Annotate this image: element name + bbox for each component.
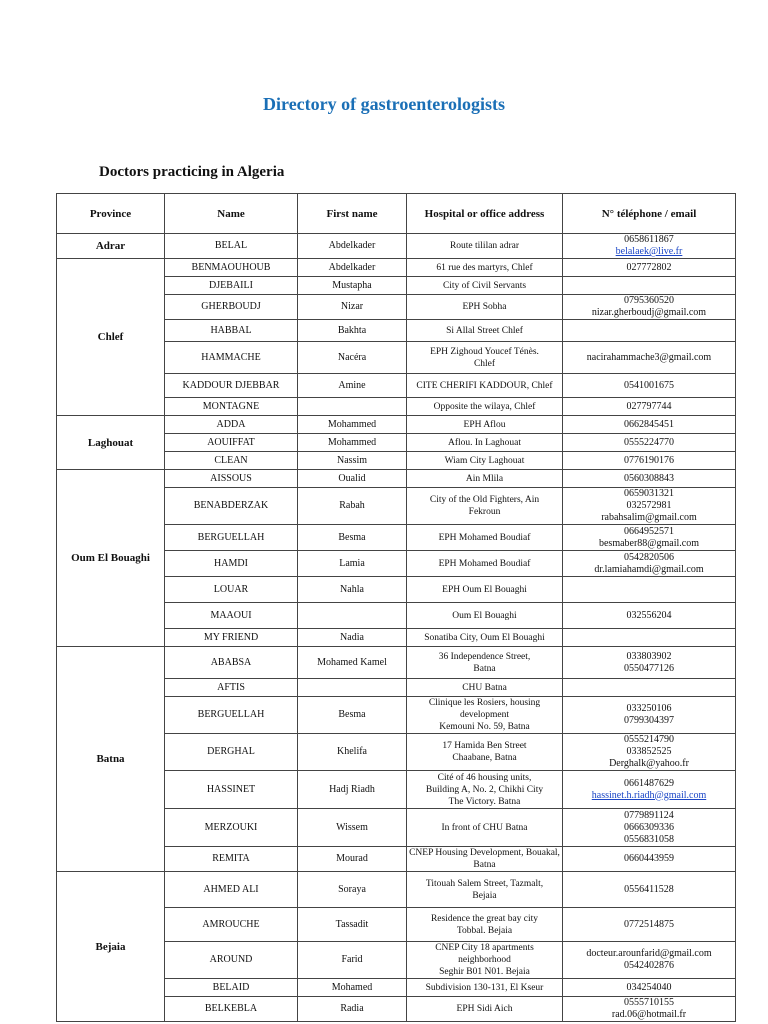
first-name-cell: Mohamed (298, 979, 407, 997)
address-line: Oum El Bouaghi (452, 610, 517, 621)
contact-line: 033852525 (626, 746, 672, 757)
name-cell: BELAID (165, 979, 298, 997)
name-cell: REMITA (165, 847, 298, 872)
address-line: Tobbal. Bejaia (456, 925, 513, 936)
address-cell (407, 525, 563, 551)
first-name-cell: Mustapha (298, 277, 407, 295)
address-line: EPH Oum El Bouaghi (442, 584, 527, 595)
contact-line: 033250106 (626, 703, 672, 714)
name-cell: DJEBAILI (165, 277, 298, 295)
contact-line: 0779891124 (624, 809, 674, 821)
contact-cell (563, 488, 736, 525)
first-name-cell: Hadj Riadh (298, 771, 407, 809)
address-cell (407, 647, 563, 679)
address-cell (407, 629, 563, 647)
address-cell (407, 488, 563, 525)
contact-line: 0660443959 (624, 853, 674, 864)
contact-line: 032556204 (626, 609, 672, 621)
address-line: Ain Mlila (465, 473, 504, 484)
header-first-name: First name (298, 194, 407, 234)
first-name-cell: Oualid (298, 470, 407, 488)
name-cell: CLEAN (165, 452, 298, 470)
address-cell (407, 342, 563, 374)
contact-cell (563, 577, 736, 603)
address-cell (407, 809, 563, 847)
contact-cell (563, 470, 736, 488)
address-line: Batna (473, 663, 496, 674)
name-cell: ABABSA (165, 647, 298, 679)
contact-cell (563, 997, 736, 1022)
first-name-cell: Mohamed Kamel (298, 647, 407, 679)
first-name-cell: Mohammed (298, 416, 407, 434)
contact-line: 032572981 (626, 500, 672, 511)
address-cell (407, 434, 563, 452)
section-subtitle: Doctors practicing in Algeria (99, 164, 285, 180)
first-name-cell: Besma (298, 525, 407, 551)
address-line: Route tililan adrar (449, 241, 520, 251)
contact-line: nacirahammache3@gmail.com (586, 351, 712, 363)
address-cell (407, 603, 563, 629)
contact-line: nizar.gherboudj@gmail.com (591, 307, 707, 318)
address-line: 36 Independence Street, (438, 651, 531, 662)
contact-line: dr.lamiahamdi@gmail.com (594, 563, 704, 575)
contact-line: rabahsalim@gmail.com (601, 512, 697, 523)
contact-cell (563, 295, 736, 320)
address-cell (407, 551, 563, 577)
address-cell (407, 234, 563, 259)
header-province: Province (57, 194, 165, 234)
province-cell: Laghouat (57, 416, 165, 470)
address-cell (407, 997, 563, 1022)
name-cell: BELAL (165, 234, 298, 259)
first-name-cell: Mohammed (298, 434, 407, 452)
address-line: Seghir B01 N01. Bejaia (439, 967, 530, 977)
address-cell (407, 452, 563, 470)
contact-cell (563, 647, 736, 679)
address-cell (407, 679, 563, 697)
address-line: Clinique les Rosiers, housing development (428, 698, 541, 720)
contact-cell (563, 809, 736, 847)
name-cell: KADDOUR DJEBBAR (165, 374, 298, 398)
contact-line: 0772514875 (624, 918, 674, 930)
address-line: In front of CHU Batna (441, 822, 528, 833)
address-line: Building A, No. 2, Chikhi City (425, 784, 544, 795)
address-line: Residence the great bay city (430, 913, 539, 924)
address-line: CITE CHERIFI KADDOUR, Chlef (416, 380, 553, 391)
address-line: City of Civil Servants (442, 280, 527, 291)
first-name-cell (298, 603, 407, 629)
contact-cell (563, 979, 736, 997)
contact-line: 0541001675 (624, 379, 674, 391)
first-name-cell: Wissem (298, 809, 407, 847)
address-line: EPH Zighoud Youcef Ténès. (430, 346, 539, 357)
province-cell: Batna (57, 647, 165, 872)
address-cell (407, 374, 563, 398)
email-link[interactable]: belalaek@live.fr (615, 246, 683, 257)
contact-cell (563, 259, 736, 277)
address-cell (407, 979, 563, 997)
name-cell: AISSOUS (165, 470, 298, 488)
contact-line: 0666309336 (624, 821, 674, 833)
first-name-cell: Nassim (298, 452, 407, 470)
contact-cell (563, 771, 736, 809)
first-name-cell (298, 398, 407, 416)
address-line: Titouah Salem Street, Tazmalt, (425, 878, 544, 889)
contact-cell (563, 277, 736, 295)
address-line: CNEP City 18 apartments neighborhood (435, 943, 534, 965)
address-cell (407, 942, 563, 979)
first-name-cell: Nahla (298, 577, 407, 603)
contact-cell (563, 847, 736, 872)
header-address: Hospital or office address (407, 194, 563, 234)
contact-cell (563, 551, 736, 577)
contact-line: 0542402876 (624, 960, 674, 971)
first-name-cell: Nizar (298, 295, 407, 320)
contact-line: 033803902 (626, 650, 672, 662)
first-name-cell: Soraya (298, 872, 407, 908)
address-line: 61 rue des martyrs, Chlef (436, 262, 533, 273)
address-line: Kemouni No. 59, Batna (439, 722, 530, 732)
address-cell (407, 872, 563, 908)
name-cell: BELKEBLA (165, 997, 298, 1022)
contact-line: 0542820506 (624, 551, 674, 563)
header-row (57, 194, 736, 234)
address-line: Chaabane, Batna (452, 753, 517, 763)
contact-cell (563, 942, 736, 979)
address-line: Aflou. In Laghouat (447, 437, 522, 448)
contact-cell (563, 320, 736, 342)
first-name-cell: Nadia (298, 629, 407, 647)
table-row (57, 234, 736, 259)
address-cell (407, 259, 563, 277)
address-cell (407, 416, 563, 434)
first-name-cell: Lamia (298, 551, 407, 577)
table-row (57, 259, 736, 277)
contact-cell (563, 679, 736, 697)
address-line: The Victory. Batna (448, 796, 521, 807)
contact-line: 034254040 (626, 981, 672, 993)
contact-cell (563, 416, 736, 434)
contact-line: 0659031321 (624, 488, 674, 499)
contact-cell (563, 908, 736, 942)
address-line: Fekroun (468, 507, 501, 517)
address-cell (407, 734, 563, 771)
header-name: Name (165, 194, 298, 234)
contact-cell (563, 452, 736, 470)
contact-cell (563, 697, 736, 734)
name-cell: BERGUELLAH (165, 525, 298, 551)
address-line: EPH Mohamed Boudiaf (438, 532, 531, 543)
contact-line: besmaber88@gmail.com (598, 537, 699, 549)
address-cell (407, 771, 563, 809)
address-line: 17 Hamida Ben Street (442, 741, 527, 751)
table-row (57, 872, 736, 908)
contact-line: 0556831058 (624, 833, 674, 845)
contact-line: 0658611867 (624, 234, 674, 245)
contact-line: 0662845451 (624, 418, 674, 430)
address-line: Chlef (473, 358, 496, 369)
province-cell: Bejaia (57, 872, 165, 1022)
first-name-cell (298, 679, 407, 697)
contact-cell (563, 374, 736, 398)
first-name-cell: Rabah (298, 488, 407, 525)
contact-line: 0560308843 (624, 472, 674, 484)
table-row (57, 470, 736, 488)
contact-line: 0555224770 (624, 436, 674, 448)
name-cell: AFTIS (165, 679, 298, 697)
province-cell: Oum El Bouaghi (57, 470, 165, 647)
name-cell: MY FRIEND (165, 629, 298, 647)
contact-line: 027772802 (626, 261, 672, 273)
first-name-cell: Nacéra (298, 342, 407, 374)
contact-cell (563, 603, 736, 629)
contact-cell (563, 525, 736, 551)
address-line: Si Allal Street Chlef (446, 325, 523, 336)
first-name-cell: Abdelkader (298, 259, 407, 277)
address-line: EPH Mohamed Boudiaf (438, 558, 531, 569)
name-cell: HAMMACHE (165, 342, 298, 374)
name-cell: MERZOUKI (165, 809, 298, 847)
address-line: Wiam City Laghouat (444, 455, 525, 466)
contact-cell (563, 629, 736, 647)
name-cell: MONTAGNE (165, 398, 298, 416)
address-line: Opposite the wilaya, Chlef (433, 401, 536, 412)
first-name-cell: Bakhta (298, 320, 407, 342)
table-row (57, 647, 736, 679)
contact-line: 027797744 (626, 400, 672, 412)
contact-line: 0795360520 (624, 295, 674, 306)
contact-line: 0555710155 (624, 997, 674, 1008)
address-line: Subdivision 130-131, El Kseur (425, 982, 544, 993)
first-name-cell: Besma (298, 697, 407, 734)
contact-line: 0661487629 (624, 777, 674, 789)
table-row (57, 416, 736, 434)
contact-cell (563, 342, 736, 374)
directory-table (56, 193, 736, 1022)
name-cell: BENMAOUHOUB (165, 259, 298, 277)
address-line: Bejaia (472, 890, 497, 901)
name-cell: BERGUELLAH (165, 697, 298, 734)
first-name-cell: Farid (298, 942, 407, 979)
header-phone-email: N° téléphone / email (563, 194, 736, 234)
contact-line: Derghalk@yahoo.fr (609, 758, 689, 769)
page-title: Directory of gastroenterologists (263, 94, 505, 114)
name-cell: AMROUCHE (165, 908, 298, 942)
contact-line: 0556411528 (624, 883, 674, 895)
address-line: Cité of 46 housing units, (437, 772, 532, 783)
address-line: CHU Batna (462, 682, 507, 693)
address-line: CNEP Housing Development, Bouakal, (409, 848, 560, 858)
address-cell (407, 277, 563, 295)
contact-line: rad.06@hotmail.fr (611, 1009, 687, 1020)
name-cell: AHMED ALI (165, 872, 298, 908)
address-cell (407, 908, 563, 942)
contact-line: 0664952571 (624, 525, 674, 537)
address-line: City of the Old Fighters, Ain (429, 495, 540, 505)
contact-line: 0799304397 (624, 715, 674, 726)
name-cell: MAAOUI (165, 603, 298, 629)
contact-cell (563, 234, 736, 259)
first-name-cell: Khelifa (298, 734, 407, 771)
name-cell: LOUAR (165, 577, 298, 603)
address-line: EPH Aflou (463, 419, 506, 430)
contact-cell (563, 872, 736, 908)
contact-cell (563, 734, 736, 771)
address-cell (407, 577, 563, 603)
address-line: EPH Sidi Aich (456, 1004, 513, 1014)
contact-line: 0555214790 (624, 734, 674, 745)
email-link[interactable]: hassinet.h.riadh@gmail.com (591, 789, 707, 801)
name-cell: HASSINET (165, 771, 298, 809)
name-cell: HABBAL (165, 320, 298, 342)
contact-line: 0776190176 (624, 454, 674, 466)
name-cell: AROUND (165, 942, 298, 979)
first-name-cell: Abdelkader (298, 234, 407, 259)
province-cell: Chlef (57, 259, 165, 416)
address-line: Batna (473, 860, 496, 870)
address-cell (407, 320, 563, 342)
contact-cell (563, 434, 736, 452)
contact-cell (563, 398, 736, 416)
first-name-cell: Radia (298, 997, 407, 1022)
name-cell: GHERBOUDJ (165, 295, 298, 320)
address-cell (407, 295, 563, 320)
address-line: Sonatiba City, Oum El Bouaghi (424, 632, 545, 643)
first-name-cell: Tassadit (298, 908, 407, 942)
contact-line: 0550477126 (624, 662, 674, 674)
name-cell: ADDA (165, 416, 298, 434)
address-cell (407, 470, 563, 488)
province-cell: Adrar (57, 234, 165, 259)
address-line: EPH Sobha (462, 302, 507, 312)
name-cell: HAMDI (165, 551, 298, 577)
first-name-cell: Amine (298, 374, 407, 398)
first-name-cell: Mourad (298, 847, 407, 872)
address-cell (407, 697, 563, 734)
name-cell: BENABDERZAK (165, 488, 298, 525)
name-cell: DERGHAL (165, 734, 298, 771)
name-cell: AOUIFFAT (165, 434, 298, 452)
address-cell (407, 398, 563, 416)
address-cell (407, 847, 563, 872)
contact-line: docteur.arounfarid@gmail.com (586, 948, 712, 959)
